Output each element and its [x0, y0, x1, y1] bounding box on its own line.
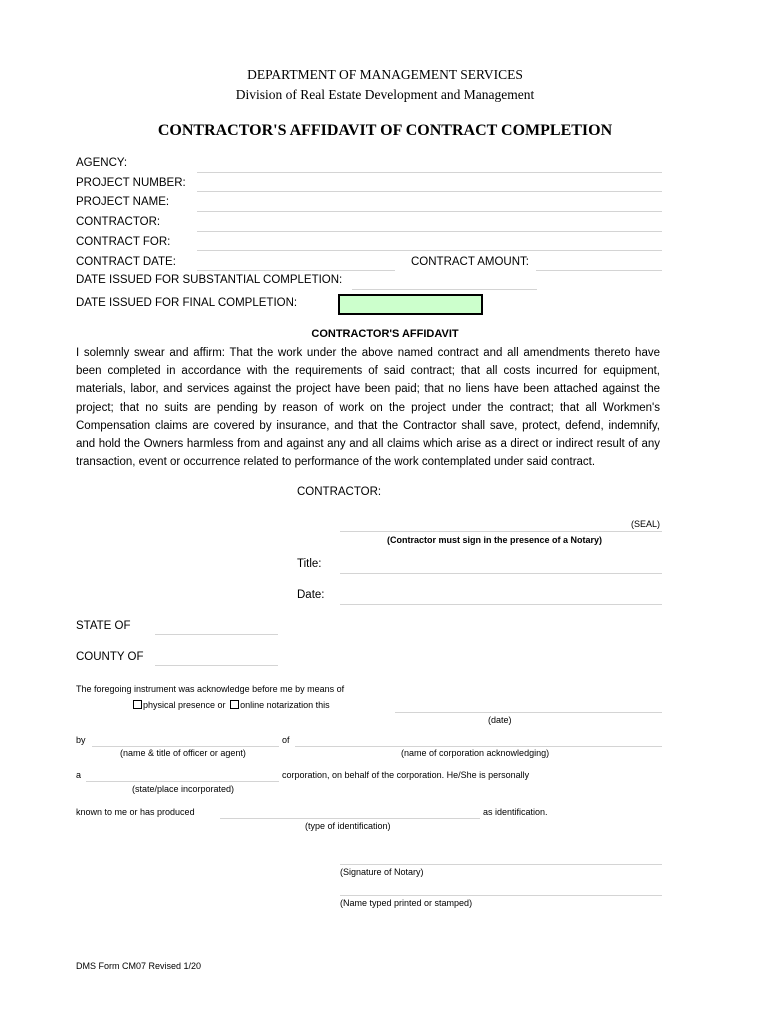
- form-title: CONTRACTOR'S AFFIDAVIT OF CONTRACT COMPLETION: [157, 122, 613, 139]
- substantial-completion-label: DATE ISSUED FOR SUBSTANTIAL COMPLETION:: [76, 274, 343, 286]
- of-label: of: [282, 735, 290, 745]
- title-field[interactable]: [340, 573, 662, 574]
- county-of-label: COUNTY OF: [76, 651, 144, 663]
- seal-label: (SEAL): [630, 519, 660, 529]
- identification-caption: (type of identification): [305, 821, 391, 831]
- identification-field[interactable]: [220, 818, 480, 819]
- project-number-field[interactable]: [197, 191, 662, 192]
- contractor-signature-field[interactable]: [340, 531, 662, 532]
- notary-name-caption: (Name typed printed or stamped): [340, 898, 473, 908]
- state-field[interactable]: [155, 634, 278, 635]
- physical-presence-checkbox[interactable]: [133, 700, 142, 709]
- officer-field[interactable]: [92, 746, 279, 747]
- state-incorporated-caption: (state/place incorporated): [132, 784, 235, 794]
- project-name-label: PROJECT NAME:: [76, 196, 170, 208]
- physical-presence-label: physical presence or: [143, 700, 226, 710]
- notary-requirement-note: (Contractor must sign in the presence of a Notary): [387, 535, 603, 545]
- notary-name-field[interactable]: [340, 895, 662, 896]
- contract-for-field[interactable]: [197, 250, 662, 251]
- division-name: Division of Real Estate Development and Management: [235, 87, 535, 102]
- corporation-behalf-text: corporation, on behalf of the corporation. He/She is personally: [282, 770, 530, 780]
- substantial-completion-field[interactable]: [352, 289, 537, 290]
- agency-label: AGENCY:: [76, 157, 128, 169]
- date-field[interactable]: [340, 604, 662, 605]
- notarization-date-field[interactable]: [395, 712, 662, 713]
- form-identifier: DMS Form CM07 Revised 1/20: [76, 961, 202, 971]
- corporation-field[interactable]: [295, 746, 662, 747]
- contractor-label: CONTRACTOR:: [76, 216, 161, 228]
- date-label: Date:: [297, 589, 325, 601]
- a-label: a: [76, 770, 82, 780]
- department-name: DEPARTMENT OF MANAGEMENT SERVICES: [247, 67, 523, 82]
- date-caption: (date): [488, 715, 512, 725]
- notarization-options: [133, 700, 330, 710]
- final-completion-field[interactable]: [338, 294, 483, 315]
- known-to-me-text: known to me or has produced: [76, 807, 195, 817]
- contract-for-label: CONTRACT FOR:: [76, 236, 171, 248]
- as-identification-text: as identification.: [483, 807, 548, 817]
- state-incorporated-field[interactable]: [86, 781, 279, 782]
- project-name-field[interactable]: [197, 211, 662, 212]
- by-label: by: [76, 735, 86, 745]
- agency-field[interactable]: [197, 172, 662, 173]
- notary-signature-caption: (Signature of Notary): [340, 867, 424, 877]
- county-field[interactable]: [155, 665, 278, 666]
- state-of-label: STATE OF: [76, 620, 131, 632]
- notary-signature-field[interactable]: [340, 864, 662, 865]
- online-notarization-checkbox[interactable]: [230, 700, 239, 709]
- online-notarization-label: online notarization this: [240, 700, 330, 710]
- final-completion-label: DATE ISSUED FOR FINAL COMPLETION:: [76, 297, 298, 309]
- title-label: Title:: [297, 558, 322, 570]
- project-number-label: PROJECT NUMBER:: [76, 177, 186, 189]
- contract-date-label: CONTRACT DATE:: [76, 256, 176, 268]
- officer-caption: (name & title of officer or agent): [120, 748, 246, 758]
- contract-amount-field[interactable]: [536, 270, 662, 271]
- contract-date-field[interactable]: [197, 270, 395, 271]
- contractor-signature-label: CONTRACTOR:: [297, 486, 382, 498]
- foregoing-text: The foregoing instrument was acknowledge before me by means of: [76, 684, 345, 694]
- contract-amount-label: CONTRACT AMOUNT:: [411, 256, 529, 268]
- contractor-field[interactable]: [197, 231, 662, 232]
- affidavit-body: I solemnly swear and affirm: That the work under the above named contract and all amendments thereto have been completed in accordance with the requirements of said contract; that all costs incurred for equipment, materials, labor, and services against the project have been paid; that no liens have been attached against the project; that no suits are pending by reason of work on the project under the contract; that all Workmen's Compensation claims are covered by insurance, and that the Contractor shall save, protect, defend, indemnify, and hold the Owners harmless from and against any and all claims which arise as a direct or indirect result of any transaction, event or occurrence related to performance of the work contemplated under said contract.: [76, 347, 660, 469]
- corporation-caption: (name of corporation acknowledging): [401, 748, 550, 758]
- affidavit-heading: CONTRACTOR'S AFFIDAVIT: [311, 328, 459, 340]
